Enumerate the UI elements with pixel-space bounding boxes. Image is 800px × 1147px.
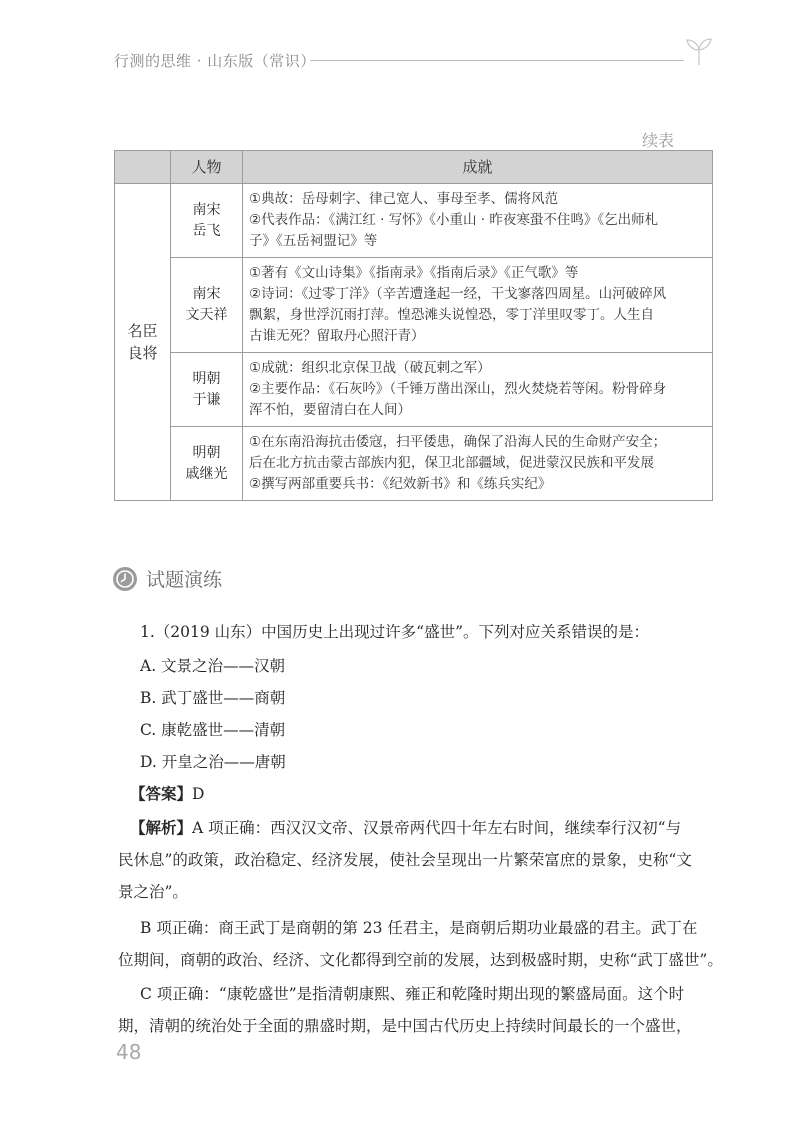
header-cell-category <box>115 151 171 184</box>
running-header <box>114 46 714 76</box>
table-row <box>115 427 713 501</box>
analysis-line <box>130 816 681 838</box>
achievement-line: 浑不怕，要留清白在人间） <box>249 402 411 418</box>
option-a: A. 文景之治——汉朝 <box>140 657 286 675</box>
analysis-text: A 项正确：西汉汉文帝、汉景帝两代四十年左右时间，继续奉行汉初“与 <box>192 819 682 837</box>
person-cell <box>171 258 243 353</box>
category-line: 良将 <box>127 344 158 362</box>
header-title: 行测的思维 · 山东版（常识） <box>114 52 316 70</box>
option-c: C. 康乾盛世——清朝 <box>140 721 286 739</box>
person-dynasty: 南宋 <box>192 201 221 218</box>
person-cell <box>171 353 243 427</box>
section-title: 试题演练 <box>146 569 223 591</box>
analysis-text: 景之治”。 <box>118 883 188 901</box>
option-b: B. 武丁盛世——商朝 <box>140 689 286 707</box>
achievement-line: ①在东南沿海抗击倭寇，扫平倭患，确保了沿海人民的生命财产安全； <box>249 434 667 450</box>
clock-icon <box>112 566 138 592</box>
achievement-line: ①成就：组织北京保卫战（破瓦剌之军） <box>249 360 491 376</box>
analysis-text: B 项正确：商王武丁是商朝的第 23 任君主，是商朝后期功业最盛的君主。武丁在 <box>140 919 698 937</box>
answer-value: D <box>192 785 205 803</box>
table-header-row <box>115 151 713 184</box>
header-cell-person: 人物 <box>171 151 243 184</box>
person-name: 文天祥 <box>185 307 228 323</box>
achievement-line: ①著有《文山诗集》《指南录》《指南后录》《正气歌》等 <box>249 265 579 281</box>
achievement-line: ②诗词：《过零丁洋》（辛苦遭逢起一经，干戈寥落四周星。山河破碎风 <box>249 286 667 302</box>
question-stem: 1.（2019 山东）中国历史上出现过许多“盛世”。下列对应关系错误的是： <box>140 623 650 641</box>
achievement-cell <box>243 258 713 353</box>
table-row <box>115 184 713 258</box>
achievement-line: 古谁无死？留取丹心照汗青） <box>249 328 425 344</box>
option-d: D. 开皇之治——唐朝 <box>140 753 286 771</box>
answer-label: 【答案】 <box>130 785 193 803</box>
analysis-label: 【解析】 <box>130 819 193 837</box>
page-number: 48 <box>116 1040 142 1064</box>
sprout-icon <box>684 38 714 66</box>
achievement-line: ①典故：岳母刺字、律己宽人、事母至孝、儒将风范 <box>249 191 559 207</box>
analysis-text: C 项正确：“康乾盛世”是指清朝康熙、雍正和乾隆时期出现的繁盛局面。这个时 <box>140 985 685 1003</box>
category-cell <box>115 184 171 501</box>
achievement-cell <box>243 184 713 258</box>
figures-table <box>114 150 713 501</box>
category-line: 名臣 <box>127 322 158 340</box>
achievement-cell <box>243 353 713 427</box>
person-cell <box>171 184 243 258</box>
achievement-line: 后在北方抗击蒙古部族内犯，保卫北部疆域，促进蒙汉民族和平发展 <box>249 455 654 471</box>
person-name: 戚继光 <box>185 465 228 482</box>
person-cell <box>171 427 243 501</box>
header-cell-achievement: 成就 <box>243 151 713 184</box>
analysis-text: 民休息”的政策，政治稳定、经济发展，使社会呈现出一片繁荣富庶的景象，史称“文 <box>118 851 692 869</box>
table-row <box>115 258 713 353</box>
person-dynasty: 明朝 <box>192 370 221 387</box>
analysis-text: 位期间，商朝的政治、经济、文化都得到空前的发展，达到极盛时期，史称“武丁盛世”。 <box>118 951 723 969</box>
achievement-line: 飘絮，身世浮沉雨打萍。惶恐滩头说惶恐，零丁洋里叹零丁。人生自 <box>249 307 654 323</box>
achievement-line: ②撰写两部重要兵书：《纪效新书》和《练兵实纪》 <box>249 476 552 492</box>
table-row <box>115 353 713 427</box>
continued-label: 续表 <box>642 131 675 150</box>
achievement-line: ②代表作品：《满江红 · 写怀》《小重山 · 昨夜寒蛩不住鸣》《乞出师札 <box>249 212 659 228</box>
person-name: 岳飞 <box>192 222 221 239</box>
achievement-line: 子》《五岳祠盟记》等 <box>249 233 378 249</box>
achievement-line: ②主要作品：《石灰吟》（千锤万凿出深山，烈火焚烧若等闲。粉骨碎身 <box>249 381 667 397</box>
person-dynasty: 南宋 <box>192 286 221 302</box>
answer-line <box>130 782 204 804</box>
person-name: 于谦 <box>192 391 221 408</box>
achievement-cell <box>243 427 713 501</box>
analysis-text: 期，清朝的统治处于全面的鼎盛时期，是中国古代历史上持续时间最长的一个盛世， <box>118 1017 692 1035</box>
person-dynasty: 明朝 <box>192 444 221 461</box>
header-rule <box>310 60 684 61</box>
